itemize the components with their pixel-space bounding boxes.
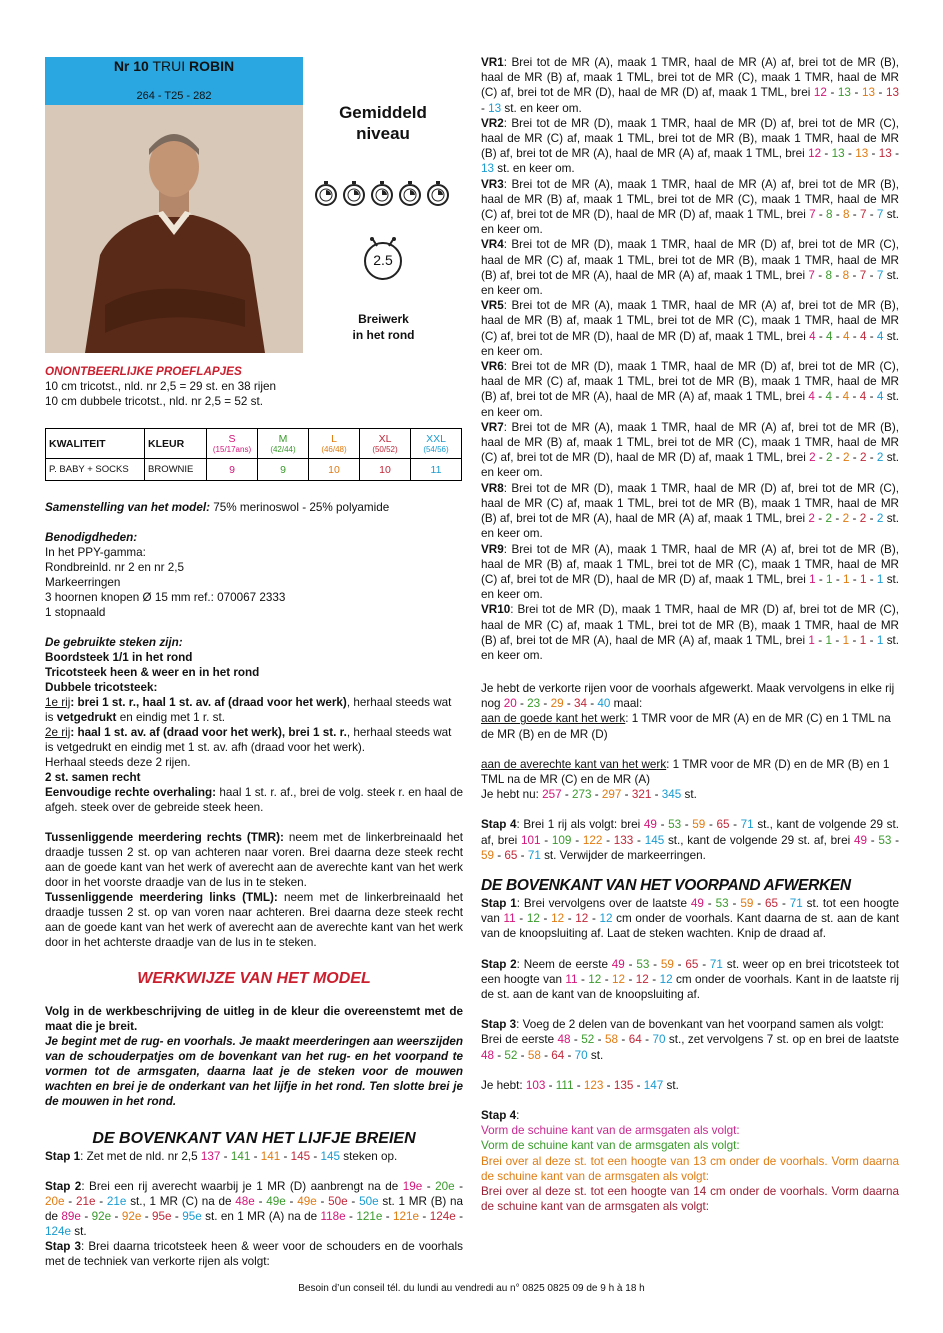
front-step-3-detail: Brei de eerste 48 - 52 - 58 - 64 - 70 st., zet vervolgens 7 st. op en brei de laatste 48 - 52 - 58 - 64 - 70 st.	[481, 1033, 900, 1062]
size-xxl: XXL (54/56)	[411, 429, 462, 459]
gauge-line-2: 10 cm dubbele tricotst., nld. nr 2,5 = 52 st.	[45, 395, 263, 408]
method-intro-italic: Je begint met de rug- en voorhals. Je maakt meerderingen aan weerszijden van de schouderpatjes om de bovenkant van het rug- en het voorpand te vormen tot de armsgaten, daarna laat je de steken voor de mouwen wachten en brei je de onderkant van het lijfje in het rond. Ten slotte brei je de mouwen in het rond.	[45, 1035, 463, 1108]
left-text-flow	[45, 500, 463, 950]
method-intro-bold: Volg in de werkbeschrijving de uitleg in de kleur die overeenstemt met de maat die je breit.	[45, 1005, 463, 1033]
front-section-title: DE BOVENKANT VAN HET VOORPAND AFWERKEN	[481, 877, 851, 894]
col-quality: KWALITEIT	[46, 429, 145, 459]
short-row-10: VR10: Brei tot de MR (D), maak 1 TMR, haal de MR (D) af, brei tot de MR (C), haal de MR (C) af, maak 1 TML, brei tot de MR (B), maak 1 TMR, haal de MR (B) af, brei tot de MR (A), haal de MR (A) af, maak 1 TML, brei 1 - 1 - 1 - 1 - 1 st. en keer om.	[481, 603, 900, 662]
short-row-9: VR9: Brei tot de MR (A), maak 1 TMR, haal de MR (A) af, brei tot de MR (B), haal de MR (B) af, maak 1 TML, brei tot de MR (C), maak 1 TMR, haal de MR (C) af, brei tot de MR (D), haal de MR (D) af, maak 1 TML, brei 1 - 1 - 1 - 1 - 1 st. en keer om.	[481, 542, 900, 602]
stitch-tmr: Tussenliggende meerdering rechts (TMR): neem met de linkerbreinaald het draadje tussen 2 st. op van achteren naar voren. Brei daarna deze steek recht aan de goede kant van het werk of averecht aan de averechte kant van het werk door in het voorste draadje van de lus in te steken.	[45, 831, 463, 889]
short-row-6: VR6: Brei tot de MR (D), maak 1 TMR, haal de MR (D) af, brei tot de MR (C), haal de MR (C) af, maak 1 TML, brei tot de MR (B), maak 1 TMR, haal de MR (B) af, brei tot de MR (A), haal de MR (A) af, maak 1 TML, brei 4 - 4 - 4 - 4 - 4 st. en keer om.	[481, 360, 900, 419]
top-step-3: Stap 3: Brei daarna tricotsteek heen & weer voor de schouders en de voorhals met de techniek van verkorte rijen als volgt:	[45, 1240, 463, 1268]
pattern-title: Nr 10 TRUI ROBIN	[113, 58, 235, 74]
stopwatch-icon	[341, 180, 367, 206]
armhole-line-xl: Brei over al deze st. tot een hoogte van 14 cm onder de voorhals. Vorm daarna de schuine kant van de armsgaten als volgt:	[481, 1185, 899, 1214]
front-stitch-count: Je hebt: 103 - 111 - 123 - 135 - 147 st.	[481, 1078, 679, 1092]
double-repeat: Herhaal steeds deze 2 rijen.	[45, 756, 191, 769]
double-row-2: 2e rij: haal 1 st. av. af (draad voor het werk), brei 1 st. r., herhaal steeds wat is vetgedrukt en eindig met 1 st. av. afh (draad voor het werk).	[45, 726, 452, 754]
front-step-2: Stap 2: Neem de eerste 49 - 53 - 59 - 65 - 71 st. weer op en brei tricotsteek tot een hoogte van 11 - 12 - 12 - 12 - 12 cm onder de voorhals. Kant in de laatste rij de st. aan de kant van de knoopsluiting af.	[481, 957, 899, 1002]
short-row-4: VR4: Brei tot de MR (D), maak 1 TMR, haal de MR (D) af, brei tot de MR (C), haal de MR (C) af, maak 1 TML, brei tot de MR (B), maak 1 TMR, haal de MR (B) af, brei tot de MR (A), haal de MR (A) af, maak 1 TML, brei 7 - 8 - 8 - 7 - 7 st. en keer om.	[481, 238, 900, 298]
supplies-line: Markeerringen	[45, 576, 121, 589]
size-s: S (15/17ans)	[207, 429, 258, 459]
front-step-3: Stap 3: Voeg de 2 delen van de bovenkant van het voorpand samen als volgt:	[481, 1018, 884, 1032]
remaining-rows: Je hebt de verkorte rijen voor de voorhals afgewerkt. Maak vervolgens in elke rij nog 20 - 23 - 29 - 34 - 40 maal:	[481, 682, 895, 711]
quality-value: P. BABY + SOCKS	[46, 459, 145, 481]
front-steps	[481, 896, 899, 1214]
reference-codes: 264 - T25 - 282	[136, 90, 212, 102]
short-rows-list	[481, 55, 899, 663]
gauge-title: ONONTBEERLIJKE PROEFLAPJES	[45, 365, 242, 378]
size-xl: XL (50/52)	[360, 429, 411, 459]
model-photo	[45, 105, 303, 353]
gauge-section	[45, 364, 463, 409]
top-step-2: Stap 2: Brei een rij averecht waarbij je 1 MR (D) aanbrengt na de 19e - 20e - 20e - 21e - 21e st., 1 MR (C) na de 48e - 49e - 49e - 50e - 50e st. 1 MR (B) na de 89e - 92e - 92e - 95e - 95e st. en 1 MR (A) na de 118e - 121e - 121e - 124e - 124e st.	[45, 1180, 464, 1238]
supplies-line: 1 stopnaald	[45, 606, 106, 619]
short-row-7: VR7: Brei tot de MR (A), maak 1 TMR, haal de MR (A) af, brei tot de MR (B), haal de MR (B) af, maak 1 TML, brei tot de MR (C), maak 1 TMR, haal de MR (C) af, brei tot de MR (D), haal de MR (D) af, maak 1 TML, brei 2 - 2 - 2 - 2 - 2 st. en keer om.	[481, 420, 900, 480]
armhole-line-m: Vorm de schuine kant van de armsgaten als volgt:	[481, 1139, 740, 1153]
front-step-1: Stap 1: Brei vervolgens over de laatste 49 - 53 - 59 - 65 - 71 st. tot een hoogte van 11 - 12 - 12 - 12 - 12 cm onder de voorhals. Kant daarna de st. aan de kant van de knoopsluiting af. Laat de steken wachten. Knip de draad af.	[481, 897, 899, 941]
method-intro	[45, 1004, 463, 1109]
stitch-skpo: Eenvoudige rechte overhaling: haal 1 st. r. af., brei de volg. steek r. en haal de afgeh. steek over de gebreide steek heen.	[45, 786, 463, 814]
armhole-line-l: Brei over al deze st. tot een hoogte van 13 cm onder de voorhals. Vorm daarna de schuine kant van de armsgaten als volgt:	[481, 1154, 899, 1183]
knitting-method: Breiwerk in het rond	[352, 312, 415, 342]
stitch-count: Je hebt nu: 257 - 273 - 297 - 321 - 345 st.	[481, 788, 697, 802]
qty-m: 9	[258, 459, 309, 481]
qty-xxl: 11	[411, 459, 462, 481]
qty-s: 9	[207, 459, 258, 481]
short-row-3: VR3: Brei tot de MR (A), maak 1 TMR, haal de MR (A) af, brei tot de MR (B), haal de MR (B) af, maak 1 TML, brei tot de MR (C), maak 1 TMR, haal de MR (C) af, brei tot de MR (D), haal de MR (D) af, maak 1 TML, brei 7 - 8 - 8 - 7 - 7 st. en keer om.	[481, 177, 900, 237]
method-title: WERKWIJZE VAN HET MODEL	[137, 970, 371, 987]
difficulty-level: Gemiddeld niveau	[339, 103, 427, 143]
needle-size-value: 2.5	[373, 252, 393, 268]
stitches-title: De gebruikte steken zijn:	[45, 636, 183, 649]
gauge-line-1: 10 cm tricotst., nld. nr 2,5 = 29 st. en 38 rijen	[45, 380, 276, 393]
stopwatch-icon	[369, 180, 395, 206]
stitch-ribbing: Boordsteek 1/1 in het rond	[45, 651, 193, 664]
qty-xl: 10	[360, 459, 411, 481]
front-step-4: Stap 4:	[481, 1109, 520, 1123]
short-row-5: VR5: Brei tot de MR (A), maak 1 TMR, haal de MR (A) af, brei tot de MR (B), haal de MR (B) af, maak 1 TML, brei tot de MR (C), maak 1 TMR, haal de MR (C) af, brei tot de MR (D), haal de MR (D) af, maak 1 TML, brei 4 - 4 - 4 - 4 - 4 st. en keer om.	[481, 299, 900, 358]
stitch-k2tog: 2 st. samen recht	[45, 771, 141, 784]
yarn-table-wrapper	[45, 428, 462, 481]
armhole-line-s: Vorm de schuine kant van de armsgaten als volgt:	[481, 1124, 740, 1138]
qty-l: 10	[309, 459, 360, 481]
right-side-instruction: aan de goede kant het werk: 1 TMR voor de MR (A) en de MR (C) en 1 TML na de MR (B) en de MR (D)	[481, 712, 891, 741]
short-row-2: VR2: Brei tot de MR (D), maak 1 TMR, haal de MR (D) af, brei tot de MR (C), haal de MR (C) af, maak 1 TML, brei tot de MR (B), maak 1 TMR, haal de MR (B) af, brei tot de MR (A), haal de MR (A) af, maak 1 TML, brei 12 - 13 - 13 - 13 - 13 st. en keer om.	[481, 116, 900, 176]
supplies-line: Rondbreinld. nr 2 en nr 2,5	[45, 561, 185, 574]
color-value: BROWNIE	[145, 459, 207, 481]
supplies-title: Benodigdheden:	[45, 531, 138, 544]
double-row-1: 1e rij: brei 1 st. r., haal 1 st. av. af (draad voor het werk), herhaal steeds wat is vetgedrukt en eindig met 1 r. st.	[45, 696, 452, 724]
model-illustration	[45, 105, 303, 353]
short-row-1: VR1: Brei tot de MR (A), maak 1 TMR, haal de MR (A) af, brei tot de MR (B), haal de MR (B) af, maak 1 TML, brei tot de MR (C), maak 1 TMR, haal de MR (C) af, brei tot de MR (D), haal de MR (D) af, maak 1 TML, brei 12 - 13 - 13 - 13 - 13 st. en keer om.	[481, 56, 900, 115]
wrong-side-instruction: aan de averechte kant van het werk: 1 TMR voor de MR (D) en de MR (B) en 1 TML na de MR (C) en de MR (A)	[481, 757, 890, 787]
yarn-table	[45, 428, 462, 481]
size-l: L (46/48)	[309, 429, 360, 459]
footer-helpline: Besoin d’un conseil tél. du lundi au vendredi au n° 0825 0825 09 de 9 h à 18 h	[298, 1283, 645, 1294]
needle-size-icon	[360, 236, 406, 282]
stopwatch-icon	[313, 180, 339, 206]
supplies-line: In het PPY-gamma:	[45, 546, 146, 559]
stitch-tml: Tussenliggende meerdering links (TML): neem met de linkerbreinaald het draadje tussen 2 st. op van voren naar achteren. Brei daarna deze steek recht aan de goede kant van het werk of averecht aan de averechte kant van het werk door in het achterste draadje van de lus in te steken.	[45, 891, 463, 949]
after-short-rows	[481, 681, 899, 863]
col-color: KLEUR	[145, 429, 207, 459]
stitch-double: Dubbele tricotsteek:	[45, 681, 158, 694]
stitch-stockinette: Tricotsteek heen & weer en in het rond	[45, 666, 260, 679]
stopwatch-icon	[397, 180, 423, 206]
supplies-line: 3 hoornen knopen Ø 15 mm ref.: 070067 2333	[45, 591, 286, 604]
composition: Samenstelling van het model: 75% merinoswol - 25% polyamide	[45, 501, 390, 514]
top-section-title: DE BOVENKANT VAN HET LIJFJE BREIEN	[92, 1130, 416, 1147]
short-row-8: VR8: Brei tot de MR (D), maak 1 TMR, haal de MR (D) af, brei tot de MR (C), haal de MR (C) af, maak 1 TML, brei tot de MR (B), maak 1 TMR, haal de MR (B) af, brei tot de MR (A), haal de MR (A) af, maak 1 TML, brei 2 - 2 - 2 - 2 - 2 st. en keer om.	[481, 481, 900, 541]
top-step-4: Stap 4: Brei 1 rij als volgt: brei 49 - 53 - 59 - 65 - 71 st., kant de volgende 29 st. af, brei 101 - 109 - 122 - 133 - 145 st., kant de volgende 29 st. af, brei 49 - 53 - 59 - 65 - 71 st. Verwijder de markeerringen.	[481, 818, 900, 862]
stopwatch-icon	[425, 180, 451, 206]
top-step-1: Stap 1: Zet met de nld. nr 2,5 137 - 141 - 141 - 145 - 145 steken op.	[45, 1150, 398, 1163]
top-steps	[45, 1149, 463, 1269]
size-m: M (42/44)	[258, 429, 309, 459]
difficulty-rating	[313, 180, 453, 206]
